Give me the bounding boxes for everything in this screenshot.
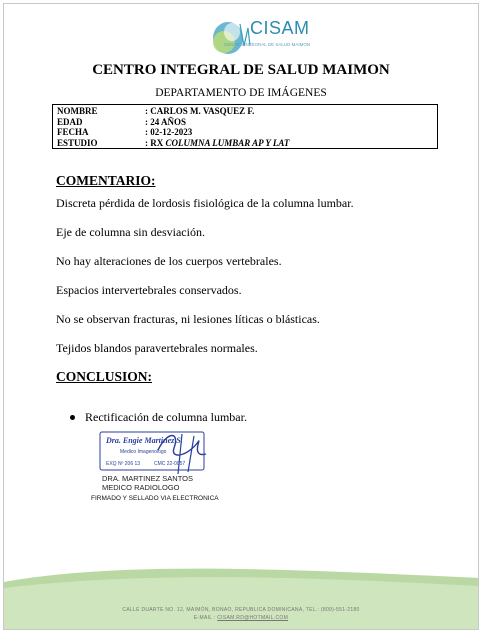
logo-name: CISAM [250,18,310,38]
signer-title: MEDICO RADIOLOGO [102,483,180,492]
signature-stamp-icon [98,428,218,478]
edad-label: EDAD [57,116,83,127]
conclusion-item-text: Rectificación de columna lumbar. [85,410,247,424]
footer-address: CALLE DUARTE NO. 12, MAIMÓN, BONAO, REPUBLICA DOMINICANA, TEL.: (809)-551-2180 [122,607,360,613]
bullet-icon [70,415,75,420]
conclusion-heading: CONCLUSION: [56,369,153,384]
stamp-exq: EXQ Nº 206 13 [106,461,141,467]
estudio-label: ESTUDIO [57,137,98,148]
footer-contact [4,615,478,621]
estudio-value [145,138,433,149]
info-row-estudio [57,138,433,149]
signer-name: DRA. MARTINEZ SANTOS [102,474,193,483]
comentario-line: Tejidos blandos paravertebrales normales. [56,341,258,355]
signature-note: FIRMADO Y SELLADO VIA ELECTRONICA [91,495,219,502]
comentario-heading: COMENTARIO: [56,173,156,188]
stamp-name: Dra. Engie Martinez S. [106,436,183,445]
stamp-cmc: CMC 22-0057 [154,461,186,467]
nombre-value: : CARLOS M. VASQUEZ F. [145,106,255,116]
nombre-label: NOMBRE [57,106,98,116]
conclusion-item [70,410,247,425]
comentario-line: No hay alteraciones de los cuerpos vertebrales. [56,254,282,268]
patient-info-box [52,104,438,149]
comentario-line: No se observan fracturas, ni lesiones líticas o blásticas. [56,312,320,326]
comentario-line: Espacios intervertebrales conservados. [56,283,242,297]
fecha-value: : 02-12-2023 [145,127,193,137]
edad-value: : 24 AÑOS [145,116,187,127]
footer-email-link[interactable]: CISAM.RD@HOTMAIL.COM [217,615,289,621]
estudio-name: COLUMNA LUMBAR AP Y LAT [165,137,290,148]
footer-email-label: E-MAIL : [193,615,218,621]
department-title: DEPARTAMENTO DE IMÁGENES [155,87,327,99]
fecha-label: FECHA [57,127,89,137]
signer-block [102,474,193,492]
info-row-fecha [57,127,433,138]
stamp-role: Medico Imagenologo [120,449,167,455]
info-row-edad [57,117,433,128]
document-title: CENTRO INTEGRAL DE SALUD MAIMON [92,62,390,78]
comentario-line: Discreta pérdida de lordosis fisiológica de la columna lumbar. [56,196,354,210]
logo-tagline: CENTRO INTEGRAL DE SALUD MAIMON [224,42,311,47]
estudio-prefix: : RX [145,137,166,148]
info-row-nombre [57,106,433,117]
document-page [3,3,479,630]
comentario-line: Eje de columna sin desviación. [56,225,205,239]
